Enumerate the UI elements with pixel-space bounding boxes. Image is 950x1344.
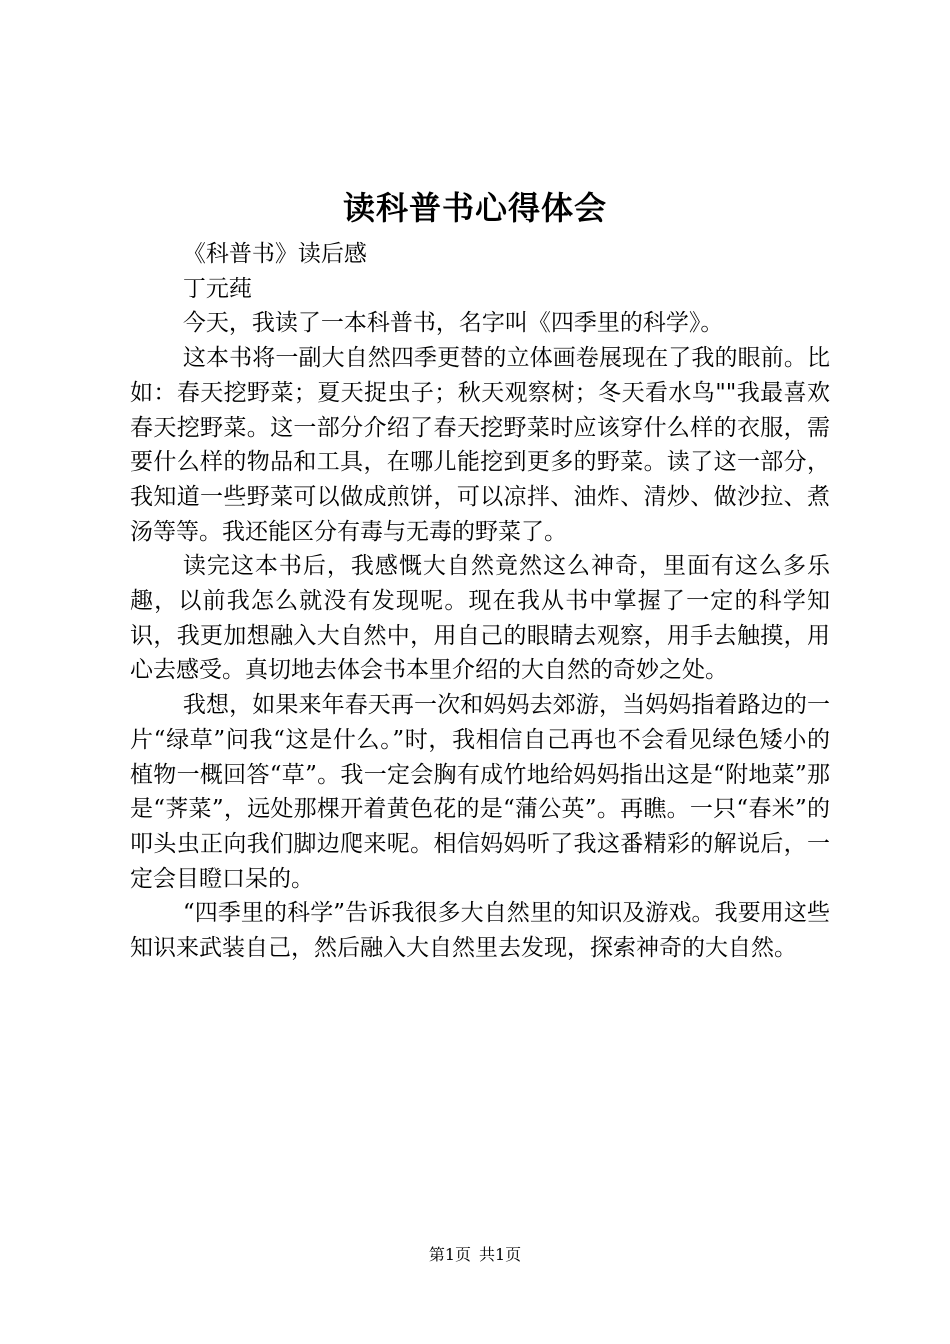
body-paragraph: “四季里的科学”告诉我很多大自然里的知识及游戏。我要用这些知识来武装自己，然后融入大自然里去发现，探索神奇的大自然。 [130, 900, 830, 962]
body-paragraph: 读完这本书后，我感慨大自然竟然这么神奇，里面有这么多乐趣，以前我怎么就没有发现呢。现在我从书中掌握了一定的科学知识，我更加想融入大自然中，用自己的眼睛去观察，用手去触摸，用心去感受。真切地去体会书本里介绍的大自然的奇妙之处。 [130, 553, 830, 684]
body-paragraph: 我想，如果来年春天再一次和妈妈去郊游，当妈妈指着路边的一片“绿草”问我“这是什么。”时，我相信自己再也不会看见绿色矮小的植物一概回答“草”。我一定会胸有成竹地给妈妈指出这是“附地菜”那是“荠菜”，远处那棵开着黄色花的是“蒲公英”。再瞧。一只“春米”的叩头虫正向我们脚边爬来呢。相信妈妈听了我这番精彩的解说后，一定会目瞪口呆的。 [130, 692, 830, 892]
page-title: 读科普书心得体会 [342, 189, 607, 227]
page-footer [0, 1243, 950, 1267]
body-paragraph: 这本书将一副大自然四季更替的立体画卷展现在了我的眼前。比如：春天挖野菜；夏天捉虫子；秋天观察树；冬天看水鸟""我最喜欢春天挖野菜。这一部分介绍了春天挖野菜时应该穿什么样的衣服，需要什么样的物品和工具，在哪儿能挖到更多的野菜。读了这一部分，我知道一些野菜可以做成煎饼，可以凉拌、油炸、清炒、做沙拉、煮汤等等。我还能区分有毒与无毒的野菜了。 [130, 345, 830, 545]
page-number: 第1页 [428, 1245, 471, 1264]
document-body [130, 237, 830, 966]
page-total: 共1页 [479, 1245, 522, 1264]
subtitle-paragraph: 《科普书》读后感 [182, 241, 367, 267]
author-paragraph: 丁元莼 [182, 275, 252, 302]
body-paragraph: 今天，我读了一本科普书，名字叫《四季里的科学》。 [182, 310, 724, 337]
